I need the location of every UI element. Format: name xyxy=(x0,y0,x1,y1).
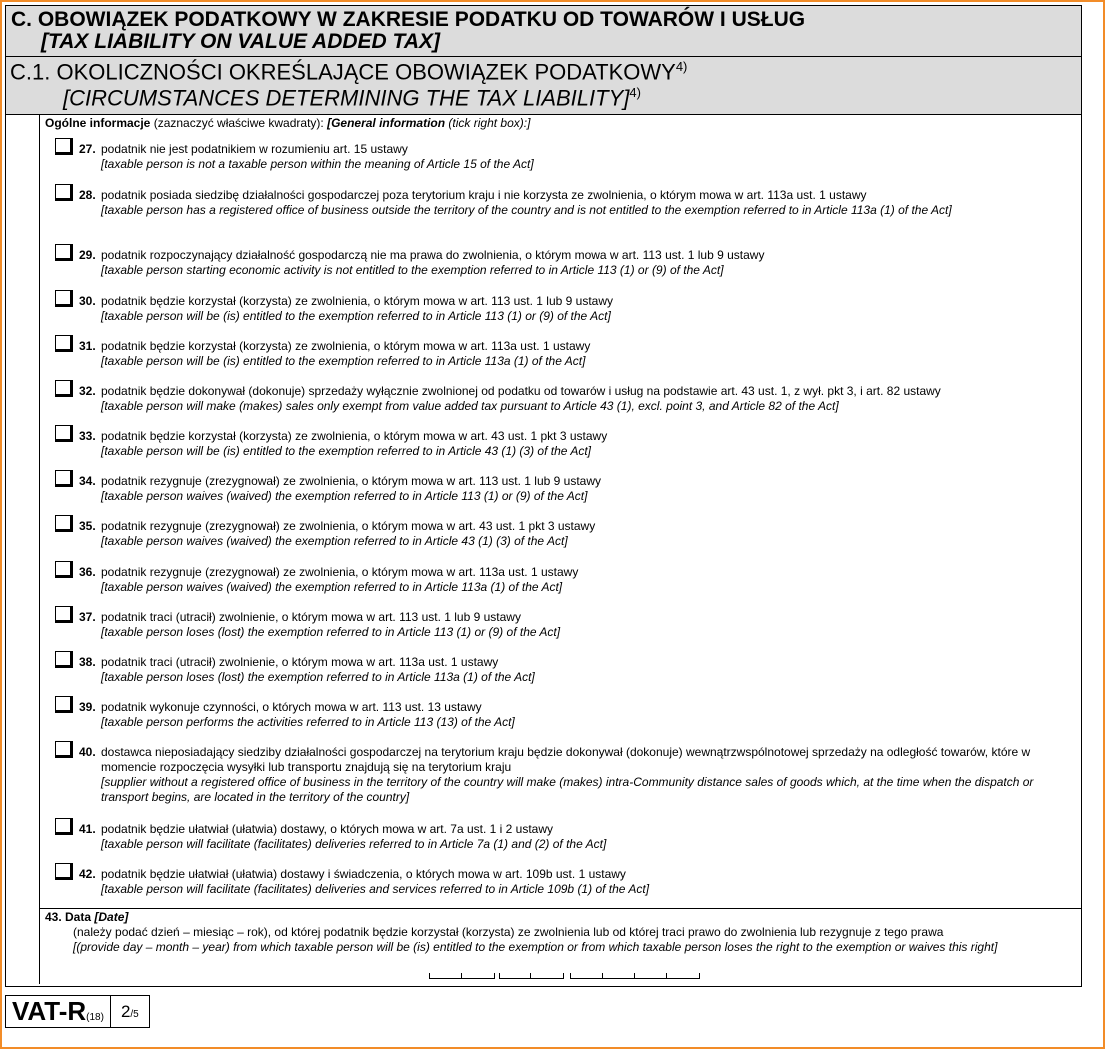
checkbox[interactable] xyxy=(55,741,71,758)
checkbox[interactable] xyxy=(55,184,71,201)
item-text: podatnik traci (utracił) zwolnienie, o którym mowa w art. 113a ust. 1 ustawy xyxy=(101,655,499,669)
checkbox[interactable] xyxy=(55,380,71,397)
checkbox[interactable] xyxy=(55,290,71,307)
page-number: 2/5 xyxy=(120,1002,139,1021)
checkbox[interactable] xyxy=(55,863,71,880)
date-label: 43. Data [Date] xyxy=(45,910,129,924)
item-text: podatnik będzie ułatwiał (ułatwia) dostawy, o których mowa w art. 7a ust. 1 i 2 ustawy xyxy=(101,822,553,836)
item-text: podatnik rezygnuje (zrezygnował) ze zwolnienia, o którym mowa w art. 113a ust. 1 ustawy xyxy=(101,565,579,579)
item-number: 42. xyxy=(79,867,96,881)
item-number: 37. xyxy=(79,610,96,624)
form-section-c xyxy=(5,5,1082,987)
item-text: podatnik będzie korzystał (korzysta) ze zwolnienia, o którym mowa w art. 43 ust. 1 pkt 3 ustawy xyxy=(101,429,608,443)
item-text-en: [taxable person will be (is) entitled to the exemption referred to in Article 113 (1) or (9) of the Act] xyxy=(101,309,611,323)
item-text-en: [taxable person loses (lost) the exemption referred to in Article 113 (1) or (9) of the Act] xyxy=(101,625,561,639)
item-text-en: [taxable person waives (waived) the exemption referred to in Article 113a (1) of the Act] xyxy=(101,580,563,594)
item-number: 29. xyxy=(79,248,96,262)
item-text-en: [taxable person will make (makes) sales only exempt from value added tax pursuant to Article 43 (1), excl. point 3, and Article 82 of the Act] xyxy=(101,399,839,413)
item-number: 36. xyxy=(79,565,96,579)
item-number: 34. xyxy=(79,474,96,488)
footnote-ref: 4) xyxy=(675,59,688,74)
form-footer xyxy=(5,995,150,1028)
date-field-row xyxy=(40,908,1081,985)
item-text: podatnik rozpoczynający działalność gospodarczą nie ma prawa do zwolnienia, o którym mowa w art. 113 ust. 1 lub 9 ustawy xyxy=(101,248,765,262)
checkbox[interactable] xyxy=(55,606,71,623)
item-text: podatnik rezygnuje (zrezygnował) ze zwolnienia, o którym mowa w art. 43 ust. 1 pkt 3 ustawy xyxy=(101,519,596,533)
checkbox[interactable] xyxy=(55,515,71,532)
item-text: podatnik będzie ułatwiał (ułatwia) dostawy i świadczenia, o których mowa w art. 109b ust. 1 ustawy xyxy=(101,867,626,881)
form-code: VAT-R(18) xyxy=(6,996,111,1027)
checkbox[interactable] xyxy=(55,561,71,578)
checkbox[interactable] xyxy=(55,696,71,713)
item-number: 38. xyxy=(79,655,96,669)
checkbox[interactable] xyxy=(55,651,71,668)
date-input[interactable] xyxy=(429,969,704,979)
item-number: 41. xyxy=(79,822,96,836)
item-text: podatnik będzie korzystał (korzysta) ze zwolnienia, o którym mowa w art. 113 ust. 1 lub 9 ustawy xyxy=(101,294,613,308)
item-text-en: [taxable person is not a taxable person within the meaning of Article 15 of the Act] xyxy=(101,157,534,171)
item-text-en: [taxable person will facilitate (facilitates) deliveries referred to in Article 7a (1) and (2) of the Act] xyxy=(101,837,607,851)
footnote-ref-en: 4) xyxy=(629,85,641,100)
checkbox[interactable] xyxy=(55,470,71,487)
item-text-en: [taxable person performs the activities referred to in Article 113 (13) of the Act] xyxy=(101,715,515,729)
checkbox[interactable] xyxy=(55,138,71,155)
date-instructions: (należy podać dzień – miesiąc – rok), od której podatnik będzie korzystał (korzysta) ze zwolnienia lub od której traci prawo do zwolnienia lub rezygnuje z tego prawa xyxy=(73,925,944,939)
item-text-en: [taxable person loses (lost) the exemption referred to in Article 113a (1) of the Act] xyxy=(101,670,535,684)
item-number: 32. xyxy=(79,384,96,398)
item-text: dostawca nieposiadający siedziby działalności gospodarczej na terytorium kraju będzie dokonywał (dokonuje) wewnątrzwspólnotowej sprzedaży na odległość towarów, które w momencie rozpoczęcia wysyłki lub transportu znajdują się na terytorium kraju xyxy=(101,745,1031,774)
item-text-en: [taxable person will facilitate (facilitates) deliveries and services referred to in Article 109b (1) of the Act] xyxy=(101,882,650,896)
item-text-en: [taxable person has a registered office of business outside the territory of the country and is not entitled to the exemption referred to in Article 113a (1) of the Act] xyxy=(101,203,952,217)
item-text: podatnik rezygnuje (zrezygnował) ze zwolnienia, o którym mowa w art. 113 ust. 1 lub 9 ustawy xyxy=(101,474,602,488)
item-text-en: [supplier without a registered office of business in the territory of the country will make (makes) intra-Community distance sales of goods which, at the time when the dispatch or transport begins, are located in the territory of the country] xyxy=(101,775,1034,804)
item-text-en: [taxable person waives (waived) the exemption referred to in Article 43 (1) (3) of the Act] xyxy=(101,534,568,548)
section-c-header xyxy=(6,6,1081,57)
item-text: podatnik będzie korzystał (korzysta) ze zwolnienia, o którym mowa w art. 113a ust. 1 ustawy xyxy=(101,339,591,353)
section-c-title: C. OBOWIĄZEK PODATKOWY W ZAKRESIE PODATKU OD TOWARÓW I USŁUG xyxy=(11,8,806,31)
item-text-en: [taxable person waives (waived) the exemption referred to in Article 113 (1) or (9) of the Act] xyxy=(101,489,588,503)
item-number: 39. xyxy=(79,700,96,714)
section-c1-header xyxy=(6,57,1081,115)
item-text: podatnik będzie dokonywał (dokonuje) sprzedaży wyłącznie zwolnionej od podatku od towarów i usług na podstawie art. 43 ust. 1, z wył. pkt 3, i art. 82 ustawy xyxy=(101,384,941,398)
item-number: 30. xyxy=(79,294,96,308)
item-text: podatnik wykonuje czynności, o których mowa w art. 113 ust. 13 ustawy xyxy=(101,700,482,714)
section-c1-title: C.1. OKOLICZNOŚCI OKREŚLAJĄCE OBOWIĄZEK PODATKOWY$^{4)}$ xyxy=(10,59,688,85)
item-number: 27. xyxy=(79,142,96,156)
item-text-en: [taxable person will be (is) entitled to the exemption referred to in Article 113a (1) of the Act] xyxy=(101,354,586,368)
item-number: 40. xyxy=(79,745,96,759)
checkbox[interactable] xyxy=(55,335,71,352)
checkbox[interactable] xyxy=(55,818,71,835)
item-text: podatnik nie jest podatnikiem w rozumieniu art. 15 ustawy xyxy=(101,142,408,156)
section-c-title-en: [TAX LIABILITY ON VALUE ADDED TAX] xyxy=(41,30,440,53)
checkbox-list-area xyxy=(39,115,1081,984)
item-text: podatnik traci (utracił) zwolnienie, o którym mowa w art. 113 ust. 1 lub 9 ustawy xyxy=(101,610,521,624)
item-text-en: [taxable person will be (is) entitled to the exemption referred to in Article 43 (1) (3) of the Act] xyxy=(101,444,592,458)
item-number: 28. xyxy=(79,188,96,202)
item-number: 33. xyxy=(79,429,96,443)
date-instructions-en: [(provide day – month – year) from which taxable person will be (is) entitled to the exemption or from which taxable person loses the right to the exemption or waives this right] xyxy=(73,940,998,954)
item-number: 31. xyxy=(79,339,96,353)
section-c1-title-en: [CIRCUMSTANCES DETERMINING THE TAX LIABILITY]$^{4)}$ xyxy=(63,85,641,111)
item-number: 35. xyxy=(79,519,96,533)
general-info-label: Ogólne informacje (zaznaczyć właściwe kwadraty): [General information (tick right box):] xyxy=(45,116,531,130)
item-text: podatnik posiada siedzibę działalności gospodarczej poza terytorium kraju i nie korzysta ze zwolnienia, o którym mowa w art. 113a ust. 1 ustawy xyxy=(101,188,867,202)
item-text-en: [taxable person starting economic activity is not entitled to the exemption referred to in Article 113 (1) or (9) of the Act] xyxy=(101,263,724,277)
checkbox[interactable] xyxy=(55,244,71,261)
checkbox[interactable] xyxy=(55,425,71,442)
